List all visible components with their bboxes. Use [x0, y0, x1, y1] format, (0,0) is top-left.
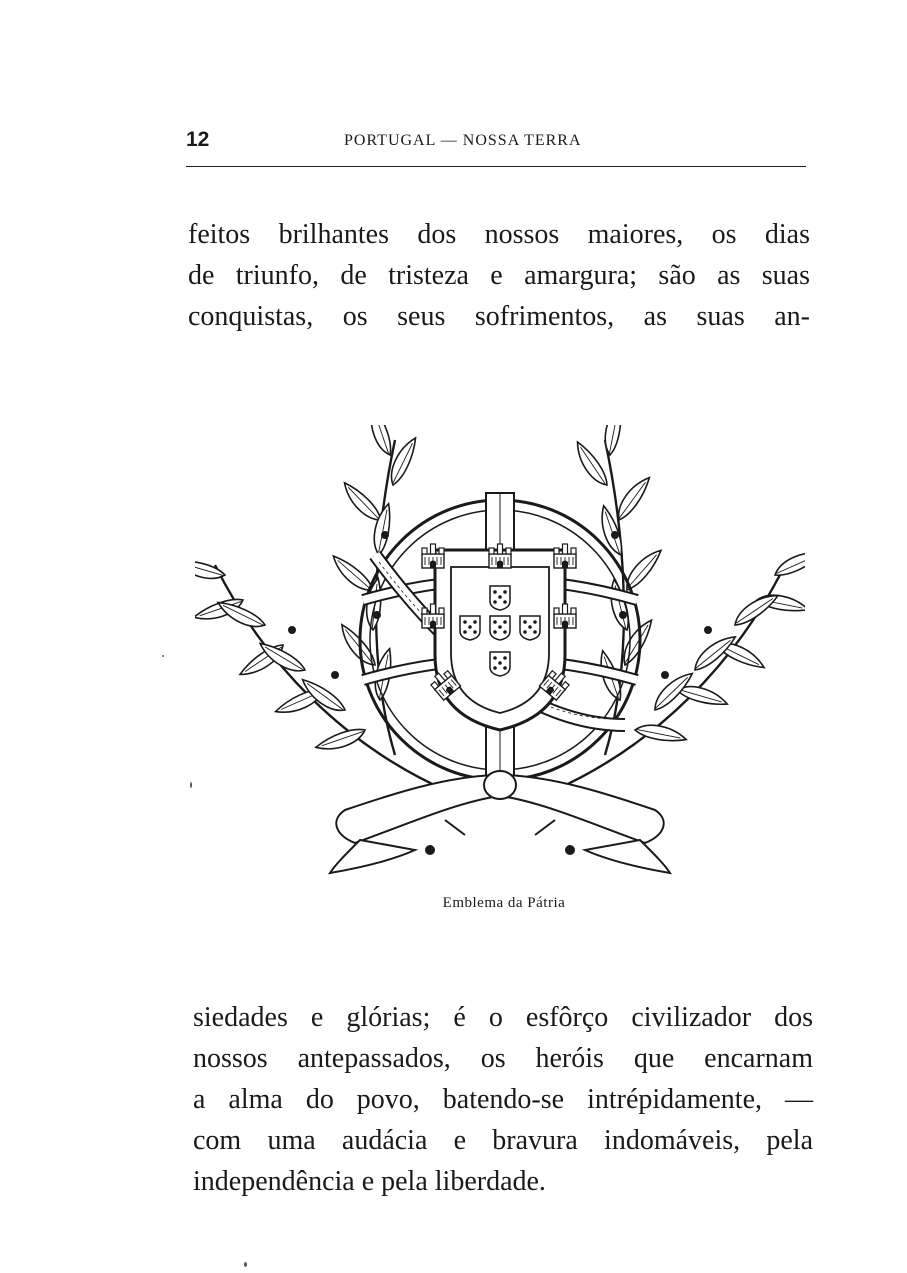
text-line: a alma do povo, batendo-se intrépidamente, — [193, 1084, 813, 1115]
running-head [186, 124, 806, 160]
figure-caption: Emblema da Pátria [442, 895, 566, 911]
text-line: feitos brilhantes dos nossos maiores, os dias [188, 219, 810, 250]
page-number: 12 [186, 128, 210, 151]
text-line: com uma audácia e bravura indomáveis, pela [193, 1125, 813, 1156]
text-line: independência e pela liberdade. [193, 1166, 546, 1197]
ribbon-bow [330, 771, 670, 873]
book-title: PORTUGAL — NOSSA TERRA [344, 132, 582, 149]
scan-speck [162, 655, 164, 657]
text-line: de triunfo, de tristeza e amargura; são as suas [188, 260, 810, 291]
paragraph-top [188, 214, 810, 337]
text-line: nossos antepassados, os heróis que encarnam [193, 1043, 813, 1074]
scan-speck [190, 782, 192, 788]
right-leaves [572, 425, 805, 747]
coat-of-arms-icon [195, 425, 805, 875]
header-rule [186, 166, 806, 167]
text-line: siedades e glórias; é o esfôrço civilizador dos [193, 1002, 813, 1033]
paragraph-bottom [193, 997, 813, 1202]
scan-speck [244, 1262, 247, 1267]
shield [422, 544, 576, 730]
text-line: conquistas, os seus sofrimentos, as suas an- [188, 301, 810, 332]
